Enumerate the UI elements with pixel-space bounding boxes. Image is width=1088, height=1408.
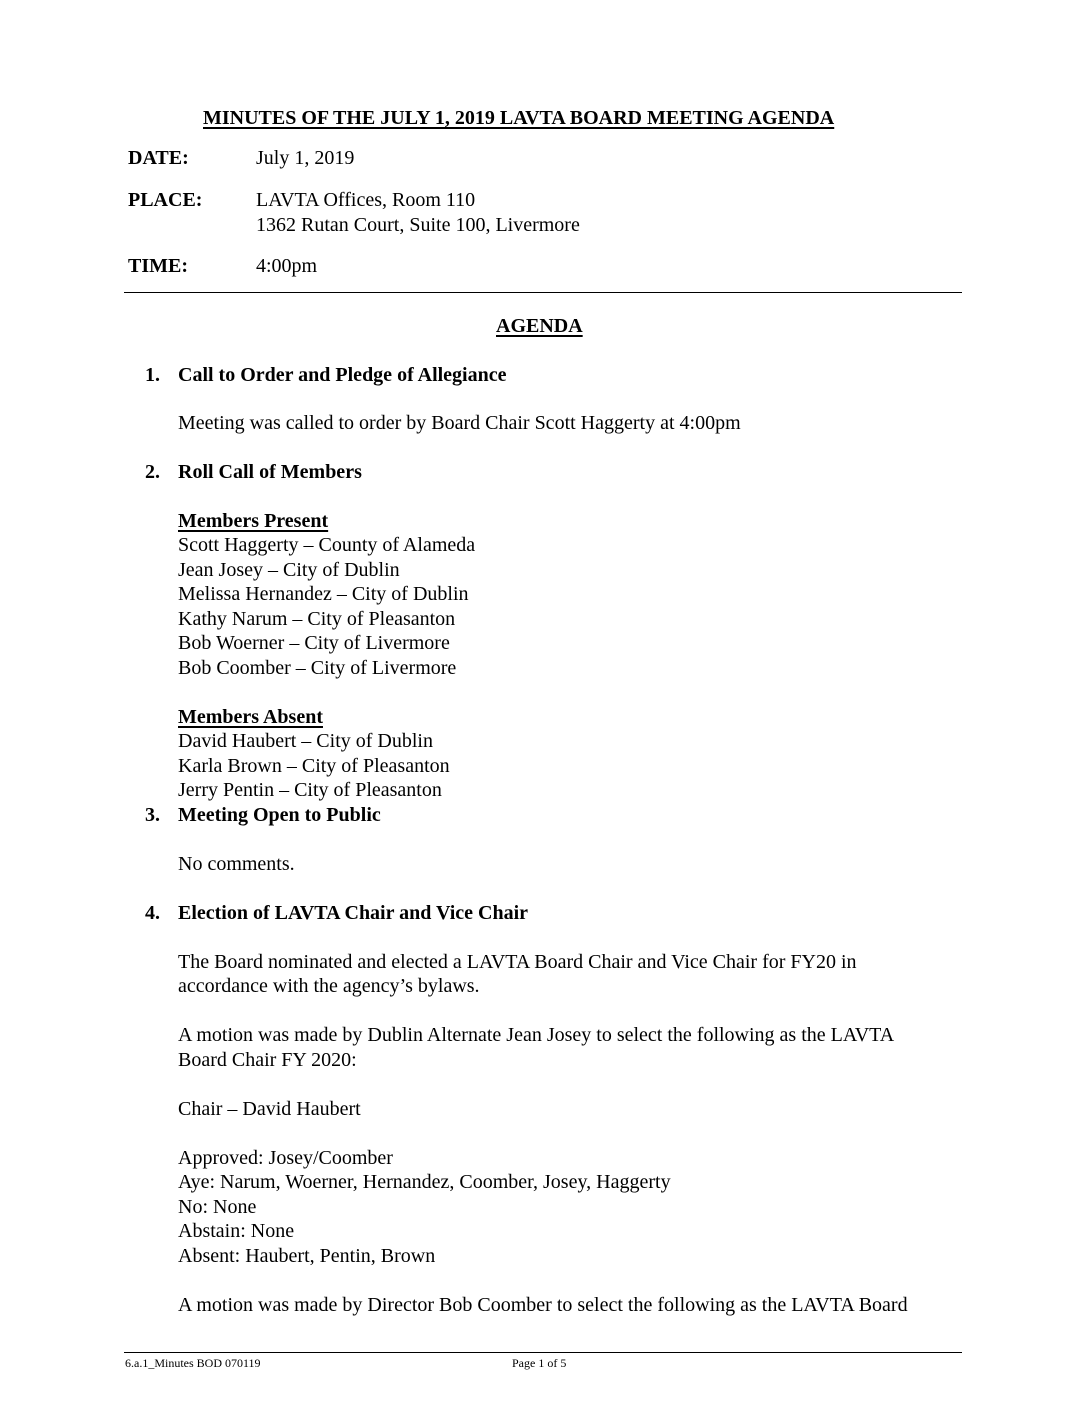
item-number: 4. bbox=[145, 902, 160, 924]
member-present: Kathy Narum – City of Pleasanton bbox=[178, 608, 456, 630]
member-present: Melissa Hernandez – City of Dublin bbox=[178, 583, 469, 605]
paragraph-line: A motion was made by Dublin Alternate Jean Josey to select the following as the LAVTA bbox=[178, 1024, 895, 1046]
footer-page-number: Page 1 of 5 bbox=[512, 1356, 567, 1370]
member-present: Jean Josey – City of Dublin bbox=[178, 559, 400, 581]
item-title: Call to Order and Pledge of Allegiance bbox=[178, 364, 507, 386]
item-number: 3. bbox=[145, 804, 160, 826]
place-line-2: 1362 Rutan Court, Suite 100, Livermore bbox=[256, 214, 580, 236]
member-present: Bob Woerner – City of Livermore bbox=[178, 632, 450, 654]
member-absent: Karla Brown – City of Pleasanton bbox=[178, 755, 450, 777]
header-divider bbox=[124, 292, 962, 293]
member-absent: David Haubert – City of Dublin bbox=[178, 730, 433, 752]
agenda-heading: AGENDA bbox=[496, 315, 583, 337]
place-line-1: LAVTA Offices, Room 110 bbox=[256, 189, 476, 211]
date-value: July 1, 2019 bbox=[256, 147, 355, 169]
member-present: Scott Haggerty – County of Alameda bbox=[178, 534, 476, 556]
item-text: No comments. bbox=[178, 853, 295, 875]
vote-line: Absent: Haubert, Pentin, Brown bbox=[178, 1245, 436, 1267]
time-value: 4:00pm bbox=[256, 255, 318, 277]
chair-selection: Chair – David Haubert bbox=[178, 1098, 361, 1120]
members-absent-heading: Members Absent bbox=[178, 706, 323, 728]
date-label: DATE: bbox=[128, 147, 189, 169]
footer-document-id: 6.a.1_Minutes BOD 070119 bbox=[125, 1356, 261, 1370]
item-number: 1. bbox=[145, 364, 160, 386]
vote-line: Aye: Narum, Woerner, Hernandez, Coomber, Josey, Haggerty bbox=[178, 1171, 671, 1193]
paragraph-line: A motion was made by Director Bob Coomber to select the following as the LAVTA Board bbox=[178, 1294, 908, 1316]
vote-line: Approved: Josey/Coomber bbox=[178, 1147, 393, 1169]
paragraph-line: Board Chair FY 2020: bbox=[178, 1049, 357, 1071]
member-absent: Jerry Pentin – City of Pleasanton bbox=[178, 779, 442, 801]
time-label: TIME: bbox=[128, 255, 188, 277]
footer-divider bbox=[124, 1352, 962, 1353]
members-present-heading: Members Present bbox=[178, 510, 329, 532]
paragraph-line: The Board nominated and elected a LAVTA Board Chair and Vice Chair for FY20 in bbox=[178, 951, 857, 973]
item-title: Roll Call of Members bbox=[178, 461, 362, 483]
item-title: Election of LAVTA Chair and Vice Chair bbox=[178, 902, 529, 924]
item-number: 2. bbox=[145, 461, 160, 483]
member-present: Bob Coomber – City of Livermore bbox=[178, 657, 457, 679]
place-label: PLACE: bbox=[128, 189, 203, 211]
vote-line: No: None bbox=[178, 1196, 257, 1218]
item-title: Meeting Open to Public bbox=[178, 804, 381, 826]
paragraph-line: accordance with the agency’s bylaws. bbox=[178, 975, 480, 997]
item-text: Meeting was called to order by Board Chair Scott Haggerty at 4:00pm bbox=[178, 412, 741, 434]
page-title: MINUTES OF THE JULY 1, 2019 LAVTA BOARD MEETING AGENDA bbox=[203, 107, 835, 129]
vote-line: Abstain: None bbox=[178, 1220, 295, 1242]
